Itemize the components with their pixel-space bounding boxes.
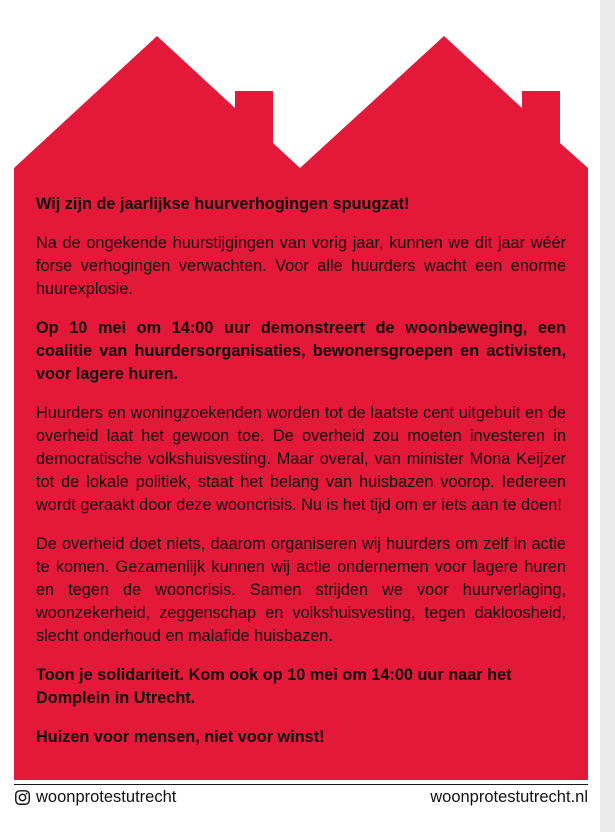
flyer-paragraph: Toon je solidariteit. Kom ook op 10 mei om 14:00 uur naar het Domplein in Utrecht.: [36, 666, 512, 707]
flyer-paragraph: De overheid doet niets, daarom organiseren wij huurders om zelf in actie te komen. Gezamenlijk kunnen wij actie ondernemen voor lagere huren en tegen de wooncrisis. Samen strijden we voor huurverlaging, woonzekerheid, zeggenschap en volkshuisvesting, tegen dakloosheid, slecht onderhoud en malafide huisbazen.: [36, 535, 566, 645]
instagram-link[interactable]: [14, 788, 176, 807]
flyer-paragraph: Op 10 mei om 14:00 uur demonstreert de woonbeweging, een coalitie van huurdersorganisaties, bewonersgroepen en activisten, voor lagere huren.: [36, 319, 566, 383]
flyer-slogan: Huizen voor mensen, niet voor winst!: [36, 728, 325, 746]
website-link[interactable]: woonprotestutrecht.nl: [430, 788, 588, 806]
flyer-paragraph: Huurders en woningzoekenden worden tot de laatste cent uitgebuit en de overheid laat het gewoon toe. De overheid zou moeten investeren in democratische volkshuisvesting. Maar overal, van minister Mona Keijzer tot de lokale politiek, staat het belang van huisbazen voorop. Iedereen wordt geraakt door deze wooncrisis. Nu is het tijd om er iets aan te doen!: [36, 404, 566, 514]
instagram-handle: woonprotestutrecht: [36, 788, 177, 806]
right-edge-strip: [600, 0, 615, 832]
flyer-text: [36, 193, 566, 765]
instagram-icon: [14, 789, 31, 806]
footer: [14, 784, 588, 811]
flyer-heading: Wij zijn de jaarlijkse huurverhogingen spuugzat!: [36, 195, 410, 213]
flyer-paragraph: Na de ongekende huurstijgingen van vorig jaar, kunnen we dit jaar wéér forse verhogingen verwachten. Voor alle huurders wacht een enorme huurexplosie.: [36, 234, 566, 298]
